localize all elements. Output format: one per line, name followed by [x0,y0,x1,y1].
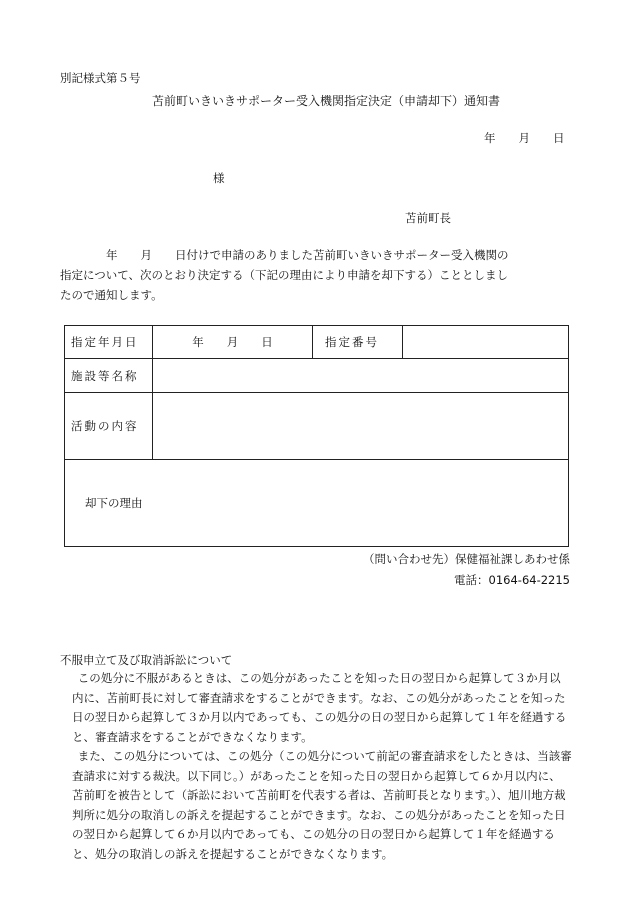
notification-body [60,245,572,305]
form-number: 別記様式第５号 [60,71,141,85]
designation-number-label: 指定番号 [313,326,403,359]
facility-name-label: 施設等名称 [65,359,153,393]
rejection-reason-label: 却下の理由 [85,496,143,510]
table-row [65,460,569,547]
body-line-3: たので通知します。 [60,288,163,302]
table-row [65,326,569,359]
rejection-reason-cell [65,460,569,547]
designation-date-value: 年 月 日 [153,326,313,359]
table-row [65,359,569,393]
activity-label: 活動の内容 [65,393,153,460]
issuer-name: 苫前町長 [405,211,451,225]
appeal-paragraph-2: また、この処分については、この処分（この処分について前記の審査請求をしたときは、当該審査請求に対する裁決。以下同じ。）があったことを知った日の翌日から起算して６か月以内に、苫前町を被告として（訴訟において苫前町を代表する者は、苫前町長となります。）、旭川地方裁判所に処分の取消しの訴えを提起することができます。なお、この処分があったことを知った日の翌日から起算して６か月以内であっても、この処分の日の翌日から起算して１年を経過すると、処分の取消しの訴えを提起することができなくなります。 [72,749,572,861]
table-row [65,393,569,460]
body-line-1: 年 月 日付けで申請のありました苫前町いきいきサポーター受入機関の [60,248,509,262]
designation-date-label: 指定年月日 [65,326,153,359]
facility-name-value [153,359,569,393]
appeal-paragraph-1: この処分に不服があるときは、この処分があったことを知った日の翌日から起算して３か月以内に、苫前町長に対して審査請求をすることができます。なお、この処分があったことを知った日の翌日から起算して３か月以内であっても、この処分の日の翌日から起算して１年を経過すると、審査請求をすることができなくなります。 [72,671,567,744]
inquiry-contact: （問い合わせ先）保健福祉課しあわせ係 [363,552,570,566]
appeal-notice-title: 不服申立て及び取消訴訟について [60,653,233,667]
addressee-suffix: 様 [213,171,225,185]
activity-value [153,393,569,460]
document-title: 苫前町いきいきサポーター受入機関指定決定（申請却下）通知書 [151,94,500,108]
body-line-2: 指定について、次のとおり決定する（下記の理由により申請を却下する）こととしまし [60,268,509,282]
issue-date: 年 月 日 [484,131,565,145]
designation-number-value [403,326,569,359]
phone-number: 電話：0164-64-2215 [454,573,570,587]
appeal-notice [60,669,572,864]
decision-table [64,325,569,547]
